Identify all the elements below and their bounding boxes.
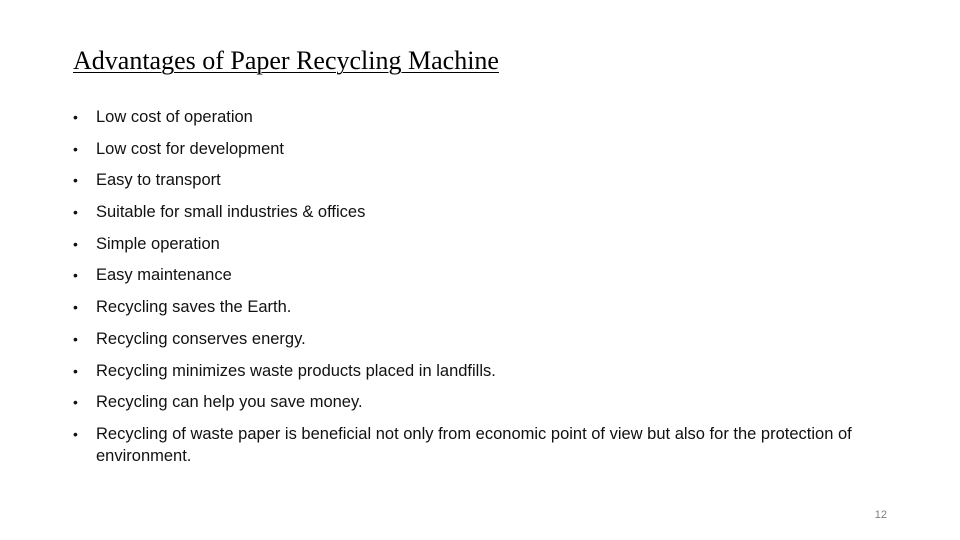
bullet-item: [73, 296, 873, 318]
bullet-icon: •: [73, 235, 78, 252]
bullet-item: [73, 169, 873, 191]
bullet-item: [73, 201, 873, 223]
slide-title: Advantages of Paper Recycling Machine: [73, 46, 499, 75]
slide-number: 12: [874, 509, 887, 521]
bullet-text: Easy maintenance: [96, 266, 232, 285]
bullet-text: Easy to transport: [96, 171, 221, 190]
bullet-item: [73, 360, 873, 382]
bullet-icon: •: [73, 267, 78, 284]
bullet-item: [73, 328, 873, 350]
bullet-text: Suitable for small industries & offices: [96, 203, 366, 222]
bullet-icon: •: [73, 330, 78, 347]
bullet-icon: •: [73, 362, 78, 379]
bullet-text: Recycling saves the Earth.: [96, 298, 292, 317]
bullet-text: Recycling can help you save money.: [96, 393, 363, 412]
bullet-text: Recycling conserves energy.: [96, 329, 306, 348]
bullet-icon: •: [73, 109, 78, 125]
bullet-icon: •: [73, 140, 78, 157]
bullet-item: [73, 233, 873, 255]
bullet-list: [73, 106, 873, 467]
bullet-text: Low cost of operation: [96, 108, 253, 126]
bullet-icon: •: [73, 425, 78, 442]
bullet-icon: •: [73, 299, 78, 316]
bullet-text: Recycling minimizes waste products placed in landfills.: [96, 361, 496, 380]
bullet-icon: •: [73, 204, 78, 221]
bullet-item: [73, 138, 873, 160]
bullet-item: [73, 391, 873, 413]
bullet-text: Simple operation: [96, 234, 220, 253]
bullet-item: [73, 106, 873, 128]
bullet-text: Low cost for development: [96, 139, 285, 158]
bullet-icon: •: [73, 394, 78, 411]
bullet-text: Recycling of waste paper is beneficial not only from economic point of view but also for the protection of environment.: [96, 424, 852, 465]
bullet-item: [73, 423, 873, 467]
bullet-icon: •: [73, 172, 78, 189]
bullet-item: [73, 264, 873, 286]
